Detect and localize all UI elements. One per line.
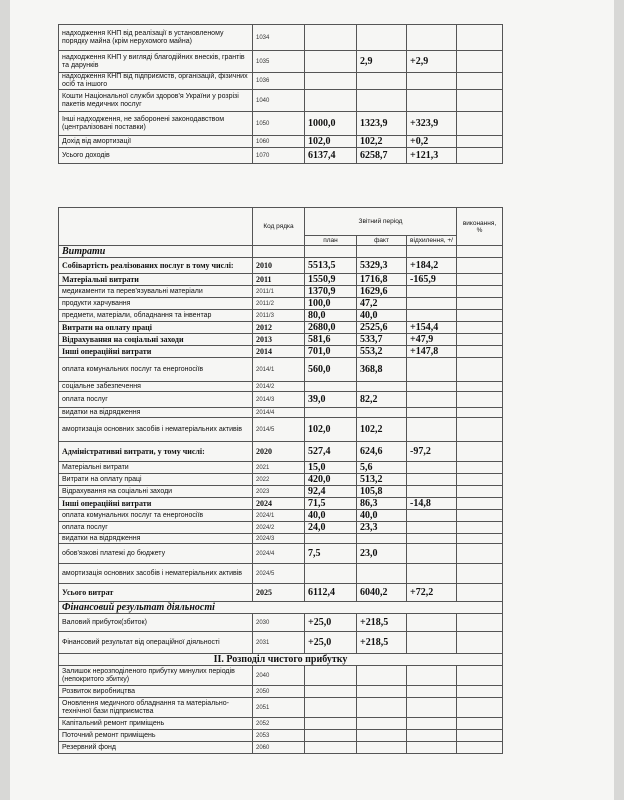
diff-value bbox=[407, 614, 457, 632]
plan-value: 420,0 bbox=[305, 474, 357, 486]
income-row bbox=[59, 112, 503, 136]
diff-value bbox=[407, 698, 457, 718]
diff-value bbox=[407, 286, 457, 298]
fact-value: +218,5 bbox=[357, 614, 407, 632]
row-label: Валовий прибуток(збиток) bbox=[59, 614, 253, 632]
row-label: Матеріальні витрати bbox=[59, 462, 253, 474]
fact-value: 513,2 bbox=[357, 474, 407, 486]
pct-value bbox=[457, 544, 503, 564]
pct-value bbox=[457, 614, 503, 632]
row-code: 2024/4 bbox=[253, 544, 305, 564]
diff-value: -14,8 bbox=[407, 498, 457, 510]
fact-value: 82,2 bbox=[357, 392, 407, 408]
fact-value bbox=[357, 666, 407, 686]
plan-value bbox=[305, 730, 357, 742]
plan-value: 102,0 bbox=[305, 136, 357, 148]
row-code: 2025 bbox=[253, 584, 305, 602]
plan-value: 6137,4 bbox=[305, 148, 357, 164]
diff-value bbox=[407, 462, 457, 474]
row-label: соціальне забезпечення bbox=[59, 382, 253, 392]
row-code: 2051 bbox=[253, 698, 305, 718]
pct-value bbox=[457, 718, 503, 730]
fin-title: Фінансовий результат діяльності bbox=[59, 602, 503, 614]
fin-title-row bbox=[59, 602, 503, 614]
diff-value bbox=[407, 564, 457, 584]
pct-value bbox=[457, 486, 503, 498]
fact-value: 533,7 bbox=[357, 334, 407, 346]
row-code: 2022 bbox=[253, 474, 305, 486]
expense-row bbox=[59, 346, 503, 358]
fact-value bbox=[357, 25, 407, 51]
fact-value: 368,8 bbox=[357, 358, 407, 382]
pct-value bbox=[457, 258, 503, 274]
row-code: 2013 bbox=[253, 334, 305, 346]
row-label: оплата послуг bbox=[59, 392, 253, 408]
fact-value: 47,2 bbox=[357, 298, 407, 310]
diff-value bbox=[407, 522, 457, 534]
plan-value bbox=[305, 686, 357, 698]
row-code: 2031 bbox=[253, 632, 305, 654]
diff-value bbox=[407, 632, 457, 654]
pct-value bbox=[457, 510, 503, 522]
plan-value: +25,0 bbox=[305, 614, 357, 632]
row-code: 2023 bbox=[253, 486, 305, 498]
plan-header: план bbox=[305, 236, 357, 246]
fin-row bbox=[59, 632, 503, 654]
header-row bbox=[59, 208, 503, 236]
expense-row bbox=[59, 534, 503, 544]
row-code: 2011/1 bbox=[253, 286, 305, 298]
row-code: 2014 bbox=[253, 346, 305, 358]
row-code: 2024 bbox=[253, 498, 305, 510]
plan-value: 5513,5 bbox=[305, 258, 357, 274]
row-label: Відрахування на соціальні заходи bbox=[59, 334, 253, 346]
pct-value bbox=[457, 534, 503, 544]
plan-value: 24,0 bbox=[305, 522, 357, 534]
plan-value: 102,0 bbox=[305, 418, 357, 442]
pct-header: виконання, % bbox=[457, 208, 503, 246]
row-label: Дохід від амортизації bbox=[59, 136, 253, 148]
pct-value bbox=[457, 730, 503, 742]
diff-value bbox=[407, 474, 457, 486]
diff-value bbox=[407, 358, 457, 382]
document-page bbox=[10, 0, 614, 800]
dist-row bbox=[59, 718, 503, 730]
row-code: 2010 bbox=[253, 258, 305, 274]
income-row bbox=[59, 90, 503, 112]
pct-value bbox=[457, 742, 503, 754]
expense-row bbox=[59, 334, 503, 346]
pct-value bbox=[457, 392, 503, 408]
row-code: 2012 bbox=[253, 322, 305, 334]
diff-value bbox=[407, 408, 457, 418]
pct-value bbox=[457, 442, 503, 462]
plan-value bbox=[305, 666, 357, 686]
pct-value bbox=[457, 90, 503, 112]
plan-value bbox=[305, 382, 357, 392]
diff-value: +147,8 bbox=[407, 346, 457, 358]
dist-title: II. Розподіл чистого прибутку bbox=[59, 654, 503, 666]
period-header: Звітний період bbox=[305, 208, 457, 236]
income-row bbox=[59, 73, 503, 90]
diff-value bbox=[407, 392, 457, 408]
row-label: надходження КНП від підприємств, організацій, фізичних осіб та іншого bbox=[59, 73, 253, 90]
row-label: медикаменти та перев'язувальні матеріали bbox=[59, 286, 253, 298]
expense-row bbox=[59, 510, 503, 522]
pct-value bbox=[457, 408, 503, 418]
diff-value: +323,9 bbox=[407, 112, 457, 136]
dist-row bbox=[59, 730, 503, 742]
row-code: 1060 bbox=[253, 136, 305, 148]
row-code: 2030 bbox=[253, 614, 305, 632]
row-code: 1070 bbox=[253, 148, 305, 164]
fact-value bbox=[357, 73, 407, 90]
pct-value bbox=[457, 334, 503, 346]
fact-value: 102,2 bbox=[357, 418, 407, 442]
expense-row bbox=[59, 392, 503, 408]
row-code: 2014/1 bbox=[253, 358, 305, 382]
row-label: Розвиток виробництва bbox=[59, 686, 253, 698]
plan-value: 1550,9 bbox=[305, 274, 357, 286]
fact-value: 105,8 bbox=[357, 486, 407, 498]
diff-value: +72,2 bbox=[407, 584, 457, 602]
plan-value: 701,0 bbox=[305, 346, 357, 358]
row-label: видатки на відрядження bbox=[59, 408, 253, 418]
row-label: Інші надходження, не заборонені законодавством (централізовані поставки) bbox=[59, 112, 253, 136]
plan-value: 2680,0 bbox=[305, 322, 357, 334]
expense-row bbox=[59, 274, 503, 286]
pct-value bbox=[457, 698, 503, 718]
row-code: 1040 bbox=[253, 90, 305, 112]
row-label: Витрати на оплату праці bbox=[59, 322, 253, 334]
pct-value bbox=[457, 148, 503, 164]
fact-value: 1629,6 bbox=[357, 286, 407, 298]
diff-header: відхилення, +/ bbox=[407, 236, 457, 246]
row-label: Поточний ремонт приміщень bbox=[59, 730, 253, 742]
plan-value bbox=[305, 408, 357, 418]
expense-row bbox=[59, 358, 503, 382]
diff-value bbox=[407, 73, 457, 90]
row-code: 2011/3 bbox=[253, 310, 305, 322]
row-code: 2011/2 bbox=[253, 298, 305, 310]
fact-value: 2,9 bbox=[357, 51, 407, 73]
plan-value: 560,0 bbox=[305, 358, 357, 382]
row-code: 2014/4 bbox=[253, 408, 305, 418]
diff-value: -97,2 bbox=[407, 442, 457, 462]
expense-row bbox=[59, 544, 503, 564]
plan-value: 1000,0 bbox=[305, 112, 357, 136]
code-col-header: Код рядка bbox=[253, 208, 305, 246]
fact-value bbox=[357, 382, 407, 392]
row-label: оплата комунальних послуг та енергоносіїв bbox=[59, 510, 253, 522]
pct-value bbox=[457, 382, 503, 392]
row-label: Оновлення медичного обладнання та матеріально-технічної бази підприємства bbox=[59, 698, 253, 718]
dist-row bbox=[59, 666, 503, 686]
pct-value bbox=[457, 666, 503, 686]
pct-value bbox=[457, 310, 503, 322]
pct-value bbox=[457, 51, 503, 73]
row-label: Фінансовий результат від операційної діяльності bbox=[59, 632, 253, 654]
row-code: 2020 bbox=[253, 442, 305, 462]
pct-value bbox=[457, 25, 503, 51]
row-label: оплата послуг bbox=[59, 522, 253, 534]
fact-value bbox=[357, 742, 407, 754]
diff-value bbox=[407, 418, 457, 442]
plan-value bbox=[305, 73, 357, 90]
expense-row bbox=[59, 322, 503, 334]
fact-value: 6040,2 bbox=[357, 584, 407, 602]
fact-value: 1323,9 bbox=[357, 112, 407, 136]
dist-title-row bbox=[59, 654, 503, 666]
pct-value bbox=[457, 112, 503, 136]
row-code: 2014/3 bbox=[253, 392, 305, 408]
row-label: обов'язкові платежі до бюджету bbox=[59, 544, 253, 564]
expense-row bbox=[59, 498, 503, 510]
fact-value: 5,6 bbox=[357, 462, 407, 474]
expense-row bbox=[59, 474, 503, 486]
pct-value bbox=[457, 286, 503, 298]
pct-value bbox=[457, 632, 503, 654]
row-code: 2060 bbox=[253, 742, 305, 754]
expenses-title-row bbox=[59, 246, 503, 258]
pct-value bbox=[457, 298, 503, 310]
plan-value bbox=[305, 25, 357, 51]
expense-row bbox=[59, 286, 503, 298]
plan-value bbox=[305, 51, 357, 73]
expense-row bbox=[59, 522, 503, 534]
row-label: амортизація основних засобів і нематеріальних активів bbox=[59, 564, 253, 584]
row-label: видатки на відрядження bbox=[59, 534, 253, 544]
fact-value: 2525,6 bbox=[357, 322, 407, 334]
fact-value: 23,3 bbox=[357, 522, 407, 534]
row-code: 1036 bbox=[253, 73, 305, 90]
row-code: 2014/2 bbox=[253, 382, 305, 392]
plan-value bbox=[305, 90, 357, 112]
row-label: Усього витрат bbox=[59, 584, 253, 602]
pct-value bbox=[457, 686, 503, 698]
expense-row bbox=[59, 258, 503, 274]
expense-row bbox=[59, 584, 503, 602]
row-label: Інші операційні витрати bbox=[59, 498, 253, 510]
fact-header: факт bbox=[357, 236, 407, 246]
plan-value: 15,0 bbox=[305, 462, 357, 474]
plan-value: 581,6 bbox=[305, 334, 357, 346]
diff-value bbox=[407, 666, 457, 686]
dist-row bbox=[59, 698, 503, 718]
row-label: надходження КНП у вигляді благодійних внесків, грантів та дарунків bbox=[59, 51, 253, 73]
diff-value: +0,2 bbox=[407, 136, 457, 148]
fin-row bbox=[59, 614, 503, 632]
income-row bbox=[59, 51, 503, 73]
plan-value bbox=[305, 718, 357, 730]
diff-value bbox=[407, 486, 457, 498]
row-code: 2021 bbox=[253, 462, 305, 474]
fact-value: 86,3 bbox=[357, 498, 407, 510]
plan-value bbox=[305, 564, 357, 584]
fact-value bbox=[357, 408, 407, 418]
fact-value: 1716,8 bbox=[357, 274, 407, 286]
diff-value bbox=[407, 25, 457, 51]
row-code: 2024/1 bbox=[253, 510, 305, 522]
plan-value: 80,0 bbox=[305, 310, 357, 322]
pct-value bbox=[457, 322, 503, 334]
row-label: Витрати на оплату праці bbox=[59, 474, 253, 486]
fact-value bbox=[357, 730, 407, 742]
diff-value: +121,3 bbox=[407, 148, 457, 164]
fact-value: 102,2 bbox=[357, 136, 407, 148]
pct-value bbox=[457, 274, 503, 286]
pct-value bbox=[457, 498, 503, 510]
diff-value bbox=[407, 510, 457, 522]
row-label: Адміністративні витрати, у тому числі: bbox=[59, 442, 253, 462]
fact-value bbox=[357, 564, 407, 584]
expense-row bbox=[59, 486, 503, 498]
expense-row bbox=[59, 408, 503, 418]
pct-value bbox=[457, 474, 503, 486]
income-table bbox=[58, 24, 503, 164]
plan-value: 1370,9 bbox=[305, 286, 357, 298]
row-code: 2052 bbox=[253, 718, 305, 730]
row-code: 2053 bbox=[253, 730, 305, 742]
diff-value bbox=[407, 544, 457, 564]
row-code: 2024/2 bbox=[253, 522, 305, 534]
diff-value: +2,9 bbox=[407, 51, 457, 73]
row-label: амортизація основних засобів і нематеріальних активів bbox=[59, 418, 253, 442]
row-code: 2024/3 bbox=[253, 534, 305, 544]
row-label: Залишок нерозподіленого прибутку минулих періодів (непокритого збитку) bbox=[59, 666, 253, 686]
expense-row bbox=[59, 418, 503, 442]
fact-value bbox=[357, 534, 407, 544]
row-label: Кошти Національної служби здоров'я України у розрізі пакетів медичних послуг bbox=[59, 90, 253, 112]
diff-value: +154,4 bbox=[407, 322, 457, 334]
diff-value: +184,2 bbox=[407, 258, 457, 274]
plan-value: +25,0 bbox=[305, 632, 357, 654]
expenses-table bbox=[58, 207, 503, 754]
expenses-title: Витрати bbox=[59, 246, 253, 258]
plan-value: 39,0 bbox=[305, 392, 357, 408]
plan-value: 527,4 bbox=[305, 442, 357, 462]
fact-value: 624,6 bbox=[357, 442, 407, 462]
diff-value bbox=[407, 742, 457, 754]
diff-value bbox=[407, 686, 457, 698]
expense-row bbox=[59, 382, 503, 392]
fact-value: 23,0 bbox=[357, 544, 407, 564]
row-code: 2024/5 bbox=[253, 564, 305, 584]
diff-value bbox=[407, 90, 457, 112]
row-label: надходження КНП від реалізації в установленому порядку майна (крім нерухомого майна) bbox=[59, 25, 253, 51]
plan-value: 71,5 bbox=[305, 498, 357, 510]
fact-value: 40,0 bbox=[357, 310, 407, 322]
plan-value: 6112,4 bbox=[305, 584, 357, 602]
pct-value bbox=[457, 346, 503, 358]
row-code: 2011 bbox=[253, 274, 305, 286]
row-label: предмети, матеріали, обладнання та інвентар bbox=[59, 310, 253, 322]
row-label: Резервний фонд bbox=[59, 742, 253, 754]
plan-value bbox=[305, 742, 357, 754]
plan-value bbox=[305, 698, 357, 718]
fact-value: 6258,7 bbox=[357, 148, 407, 164]
row-code: 2040 bbox=[253, 666, 305, 686]
diff-value bbox=[407, 310, 457, 322]
expense-row bbox=[59, 310, 503, 322]
pct-value bbox=[457, 418, 503, 442]
row-label: Інші операційні витрати bbox=[59, 346, 253, 358]
fact-value: 553,2 bbox=[357, 346, 407, 358]
row-label: Усього доходів bbox=[59, 148, 253, 164]
row-label: Матеріальні витрати bbox=[59, 274, 253, 286]
row-label: оплата комунальних послуг та енергоносіїв bbox=[59, 358, 253, 382]
plan-value: 92,4 bbox=[305, 486, 357, 498]
expense-row bbox=[59, 462, 503, 474]
row-code: 1050 bbox=[253, 112, 305, 136]
income-row bbox=[59, 148, 503, 164]
diff-value: -165,9 bbox=[407, 274, 457, 286]
fact-value: 40,0 bbox=[357, 510, 407, 522]
fact-value bbox=[357, 718, 407, 730]
plan-value: 40,0 bbox=[305, 510, 357, 522]
pct-value bbox=[457, 358, 503, 382]
dist-row bbox=[59, 742, 503, 754]
income-row bbox=[59, 136, 503, 148]
row-code: 2014/5 bbox=[253, 418, 305, 442]
plan-value: 100,0 bbox=[305, 298, 357, 310]
row-label: Капітальний ремонт приміщень bbox=[59, 718, 253, 730]
diff-value bbox=[407, 534, 457, 544]
pct-value bbox=[457, 136, 503, 148]
row-label: Собівартість реалізованих послуг в тому числі: bbox=[59, 258, 253, 274]
row-code: 1034 bbox=[253, 25, 305, 51]
pct-value bbox=[457, 462, 503, 474]
fact-value: 5329,3 bbox=[357, 258, 407, 274]
row-label: продукти харчування bbox=[59, 298, 253, 310]
row-code: 2050 bbox=[253, 686, 305, 698]
diff-value bbox=[407, 730, 457, 742]
pct-value bbox=[457, 584, 503, 602]
pct-value bbox=[457, 522, 503, 534]
fact-value bbox=[357, 90, 407, 112]
pct-value bbox=[457, 564, 503, 584]
row-label: Відрахування на соціальні заходи bbox=[59, 486, 253, 498]
income-row bbox=[59, 25, 503, 51]
fact-value bbox=[357, 686, 407, 698]
expense-row bbox=[59, 442, 503, 462]
dist-row bbox=[59, 686, 503, 698]
diff-value bbox=[407, 382, 457, 392]
fact-value: +218,5 bbox=[357, 632, 407, 654]
plan-value: 7,5 bbox=[305, 544, 357, 564]
expense-row bbox=[59, 564, 503, 584]
row-code: 1035 bbox=[253, 51, 305, 73]
pct-value bbox=[457, 73, 503, 90]
diff-value: +47,9 bbox=[407, 334, 457, 346]
diff-value bbox=[407, 718, 457, 730]
plan-value bbox=[305, 534, 357, 544]
expense-row bbox=[59, 298, 503, 310]
diff-value bbox=[407, 298, 457, 310]
fact-value bbox=[357, 698, 407, 718]
